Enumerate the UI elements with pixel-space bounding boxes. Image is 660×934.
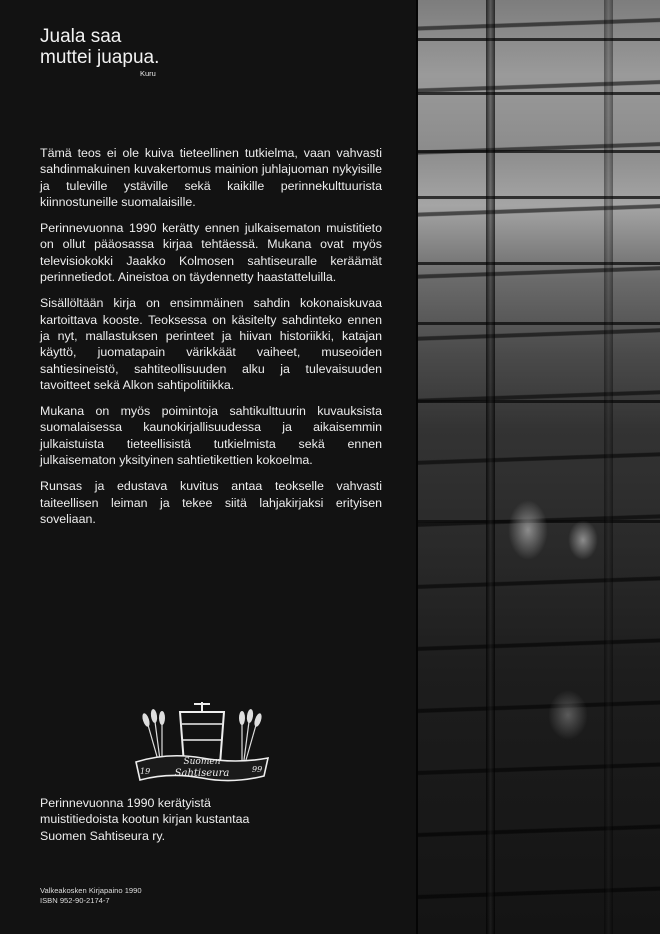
printer-line: Valkeakosken Kirjapaino 1990: [40, 886, 142, 895]
epigraph-line: muttei juapua.: [40, 47, 160, 68]
logo-year-left: 19: [140, 767, 151, 776]
logo-text-suomen: Suomen: [183, 757, 221, 767]
publisher-note-line: muistitiedoista kootun kirjan kustantaa: [40, 812, 250, 827]
blurb-paragraph: Sisällöltään kirja on ensimmäinen sahdin kokonaiskuvaa kartoittava kooste. Teoksessa on käsitelty sahdinteko ennen ja nyt, mallastuksen perinteet ja hiivan historiikki, katajan käyttö, juomatapain värikkäät vaiheet, museoiden sahtiesineistö, sahtiteollisuuden alku ja tulevaisuuden tavoitteet sekä Alkon sahtipolitiikka.: [40, 296, 382, 392]
blurb-paragraph: Mukana on myös poimintoja sahtikulttuurin kuvauksista suomalaisessa kaunokirjallisuudessa ja aikaisemmin julkaistuista tieteellisistä tutkielmista sekä ennen julkaisematon yksityinen sahtietikettien kokoelma.: [40, 404, 382, 468]
epigraph-line: Juala saa: [40, 26, 122, 47]
cover-photo: [416, 0, 660, 934]
logo-year-right: 99: [252, 765, 263, 774]
blurb-paragraph: Perinnevuonna 1990 kerätty ennen julkaisematon muistitieto on ollut pääosassa kirjaa tehtäessä. Mukana ovat myös televisiokokki Jaakko Kolmosen sahtiseuralle keräämät perinnetiedot. Aineistoa on täydennetty haastatteluilla.: [40, 221, 382, 285]
epigraph: [40, 26, 200, 68]
publisher-note: [40, 795, 380, 844]
publisher-note-line: Perinnevuonna 1990 kerätyistä: [40, 796, 211, 810]
blurb-paragraph: Runsas ja edustava kuvitus antaa teokselle vahvasti taiteellisen leiman ja tekee siitä lahjakirjaksi erityisen soveliaan.: [40, 479, 382, 526]
publisher-note-line: Suomen Sahtiseura ry.: [40, 828, 166, 843]
blurb-paragraph: Tämä teos ei ole kuiva tieteellinen tutkielma, vaan vahvasti sahdinmakuinen kuvakertomus mainion juhlajuoman nykyisille ja tuleville ystäville sekä kaikille perinnekulttuurista kiinnostuneille suomalaisille.: [40, 146, 382, 209]
imprint: [40, 886, 142, 906]
sahtiseura-logo: [128, 700, 276, 792]
blurb-text: [40, 145, 382, 537]
isbn-line: ISBN 952-90-2174-7: [40, 896, 110, 905]
epigraph-source: Kuru: [140, 69, 156, 78]
logo-text-sahtiseura: Sahtiseura: [174, 768, 230, 779]
